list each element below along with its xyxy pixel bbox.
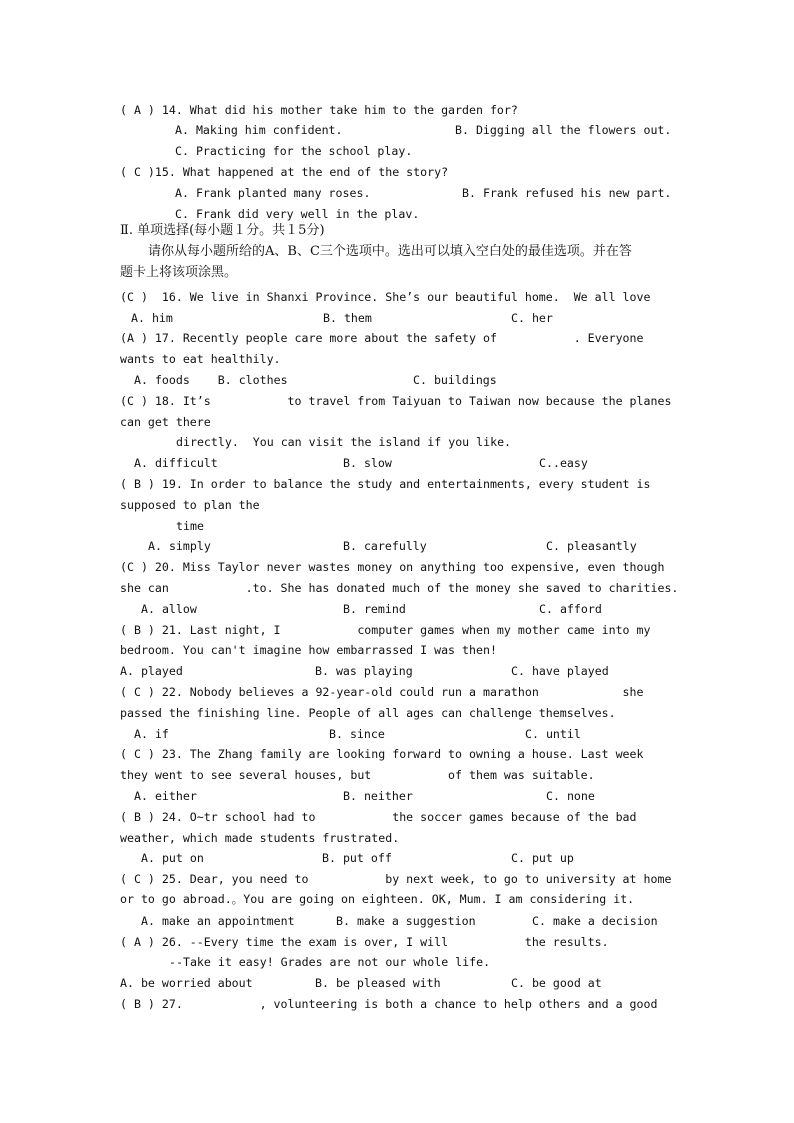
question-19-cont: supposed to plan the — [120, 498, 260, 512]
question-26: ( A ) 26. --Every time the exam is over, I will the results. — [120, 935, 609, 949]
question-23: ( C ) 23. The Zhang family are looking forward to owning a house. Last week — [120, 747, 644, 761]
option-16c: C. her — [511, 311, 553, 325]
question-21-cont: bedroom. You can't imagine how embarrassed I was then! — [120, 643, 497, 657]
option-15b: B. Frank refused his new part. — [462, 186, 672, 200]
option-21a: A. played — [120, 664, 183, 678]
option-21b: B. was playing — [315, 664, 413, 678]
question-26-cont: --Take it easy! Grades are not our whole life. — [169, 955, 491, 969]
option-22c: C. until — [525, 727, 581, 741]
question-24-cont: weather, which made students frustrated. — [120, 831, 400, 845]
option-24b: B. put off — [322, 851, 392, 865]
option-23c: C. none — [546, 789, 595, 803]
option-25c: C. make a decision — [532, 914, 658, 928]
question-16: (C ) 16. We live in Shanxi Province. She’s our beautiful home. We all love — [120, 290, 651, 304]
option-17ab: A. foods B. clothes — [134, 373, 288, 387]
question-24: ( B ) 24. O~tr school had to the soccer games because of the bad — [120, 810, 637, 824]
option-18c: C..easy — [539, 456, 588, 470]
option-22a: A. if — [134, 727, 169, 741]
instruction-line-1: 请你从每小题所给的A、B、C三个选项中。选出可以填入空白处的最佳选项。并在答 — [148, 244, 632, 259]
option-18a: A. difficult — [134, 456, 218, 470]
question-19-cont2: time — [176, 519, 204, 533]
option-16a: A. him — [131, 311, 173, 325]
question-18: (C ) 18. It’s to travel from Taiyuan to Taiwan now because the planes — [120, 394, 672, 408]
question-27: ( B ) 27. , volunteering is both a chance to help others and a good — [120, 997, 658, 1011]
question-15: ( C )15. What happened at the end of the story? — [120, 165, 449, 179]
option-15a: A. Frank planted many roses. — [175, 186, 371, 200]
option-24a: A. put on — [141, 851, 204, 865]
option-19b: B. carefully — [343, 539, 427, 553]
question-22-cont: passed the finishing line. People of all ages can challenge themselves. — [120, 706, 616, 720]
option-23b: B. neither — [343, 789, 413, 803]
option-20a: A. allow — [141, 602, 197, 616]
option-20b: B. remind — [343, 602, 406, 616]
option-25b: B. make a suggestion — [336, 914, 476, 928]
option-26a: A. be worried about — [120, 976, 253, 990]
option-18b: B. slow — [343, 456, 392, 470]
option-14c: C. Practicing for the school play. — [175, 144, 413, 158]
question-20: (C ) 20. Miss Taylor never wastes money on anything too expensive, even though — [120, 560, 665, 574]
section-heading: Ⅱ. 单项选择(每小题１分。共１5分) — [120, 223, 325, 238]
option-24c: C. put up — [511, 851, 574, 865]
option-23a: A. either — [134, 789, 197, 803]
option-15c: C. Frank did very well in the plav. — [175, 207, 420, 221]
option-22b: B. since — [329, 727, 385, 741]
question-17-cont: wants to eat healthily. — [120, 352, 281, 366]
question-18-cont2: directly. You can visit the island if you like. — [176, 435, 512, 449]
instruction-line-2: 题卡上将该项涂黑。 — [120, 265, 238, 280]
option-21c: C. have played — [511, 664, 609, 678]
option-17c: C. buildings — [413, 373, 497, 387]
question-25-cont: or to go abroad.。You are going on eighteen. OK, Mum. I am considering it. — [120, 892, 635, 906]
question-23-cont: they went to see several houses, but of them was suitable. — [120, 768, 595, 782]
question-20-cont: she can .to. She has donated much of the money she saved to charities. — [120, 581, 679, 595]
option-19a: A. simply — [148, 539, 211, 553]
option-16b: B. them — [323, 311, 372, 325]
question-22: ( C ) 22. Nobody believes a 92-year-old could run a marathon she — [120, 685, 644, 699]
option-14a: A. Making him confident. — [175, 123, 343, 137]
question-17: (A ) 17. Recently people care more about the safety of . Everyone — [120, 331, 644, 345]
option-25a: A. make an appointment — [141, 914, 295, 928]
question-18-cont: can get there — [120, 415, 211, 429]
option-20c: C. afford — [539, 602, 602, 616]
option-26b: B. be pleased with — [315, 976, 441, 990]
question-21: ( B ) 21. Last night, I computer games when my mother came into my — [120, 623, 651, 637]
question-14: ( A ) 14. What did his mother take him to the garden for? — [120, 103, 518, 117]
question-25: ( C ) 25. Dear, you need to by next week, to go to university at home — [120, 872, 672, 886]
option-26c: C. be good at — [511, 976, 602, 990]
option-14b: B. Digging all the flowers out. — [455, 123, 672, 137]
option-19c: C. pleasantly — [546, 539, 637, 553]
question-19: ( B ) 19. In order to balance the study and entertainments, every student is — [120, 477, 651, 491]
